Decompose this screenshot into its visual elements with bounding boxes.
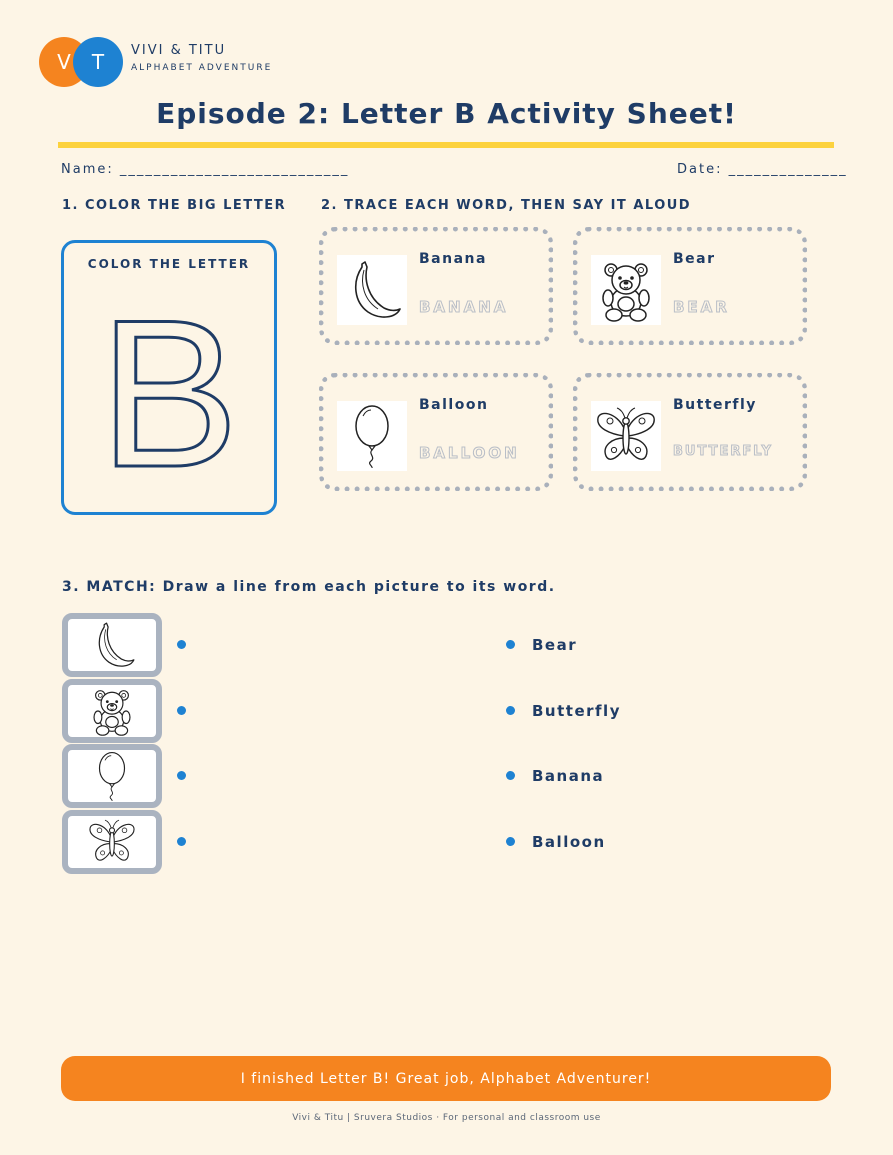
big-outline-letter[interactable]: B bbox=[98, 276, 240, 511]
match-end-dot[interactable] bbox=[506, 706, 515, 715]
logo-t-letter: T bbox=[91, 50, 105, 74]
match-picture-butterfly bbox=[62, 810, 162, 874]
match-picture-balloon bbox=[62, 744, 162, 808]
trace-word-label: Bear bbox=[673, 251, 716, 267]
trace-word-outline[interactable]: BANANA bbox=[419, 298, 509, 316]
match-word: Bear bbox=[532, 636, 578, 654]
title-underline bbox=[58, 142, 834, 148]
completion-banner bbox=[61, 1056, 831, 1101]
brand-name: VIVI & TITU bbox=[131, 43, 227, 58]
banana-icon bbox=[337, 255, 407, 325]
section2-heading: 2. TRACE EACH WORD, THEN SAY IT ALOUD bbox=[321, 198, 692, 213]
balloon-icon bbox=[337, 401, 407, 471]
match-end-dot[interactable] bbox=[506, 640, 515, 649]
trace-word-outline[interactable]: BALLOON bbox=[419, 444, 520, 462]
trace-word-label: Balloon bbox=[419, 397, 489, 413]
match-start-dot[interactable] bbox=[177, 771, 186, 780]
match-word: Banana bbox=[532, 767, 605, 785]
match-start-dot[interactable] bbox=[177, 706, 186, 715]
footer-credit: Vivi & Titu | Sruvera Studios · For personal and classroom use bbox=[292, 1113, 601, 1123]
completion-banner-text: I finished Letter B! Great job, Alphabet Adventurer! bbox=[240, 1070, 652, 1087]
page-title: Episode 2: Letter B Activity Sheet! bbox=[156, 97, 737, 130]
brand-tagline: ALPHABET ADVENTURE bbox=[131, 63, 273, 73]
trace-word-outline[interactable]: BEAR bbox=[673, 298, 730, 316]
match-end-dot[interactable] bbox=[506, 771, 515, 780]
trace-card-banana[interactable] bbox=[319, 227, 553, 345]
name-field[interactable]: Name: ___________________________ bbox=[61, 162, 350, 177]
trace-card-balloon[interactable] bbox=[319, 373, 553, 491]
teddy-bear-icon bbox=[591, 255, 661, 325]
trace-card-bear[interactable] bbox=[573, 227, 807, 345]
butterfly-icon bbox=[591, 401, 661, 471]
trace-word-label: Banana bbox=[419, 251, 487, 267]
trace-card-butterfly[interactable] bbox=[573, 373, 807, 491]
trace-word-label: Butterfly bbox=[673, 397, 757, 413]
match-start-dot[interactable] bbox=[177, 837, 186, 846]
match-picture-bear bbox=[62, 679, 162, 743]
color-letter-card[interactable] bbox=[61, 240, 277, 515]
logo-v-letter: V bbox=[57, 50, 71, 74]
date-field[interactable]: Date: ______________ bbox=[677, 162, 848, 177]
match-word: Butterfly bbox=[532, 702, 621, 720]
logo-t-circle bbox=[73, 37, 123, 87]
match-picture-banana bbox=[62, 613, 162, 677]
match-word: Balloon bbox=[532, 833, 606, 851]
section3-heading: 3. MATCH: Draw a line from each picture to its word. bbox=[62, 579, 556, 595]
section1-heading: 1. COLOR THE BIG LETTER bbox=[62, 198, 287, 213]
color-letter-label: COLOR THE LETTER bbox=[87, 257, 251, 271]
match-end-dot[interactable] bbox=[506, 837, 515, 846]
match-start-dot[interactable] bbox=[177, 640, 186, 649]
trace-word-outline[interactable]: BUTTERFLY bbox=[673, 444, 773, 459]
